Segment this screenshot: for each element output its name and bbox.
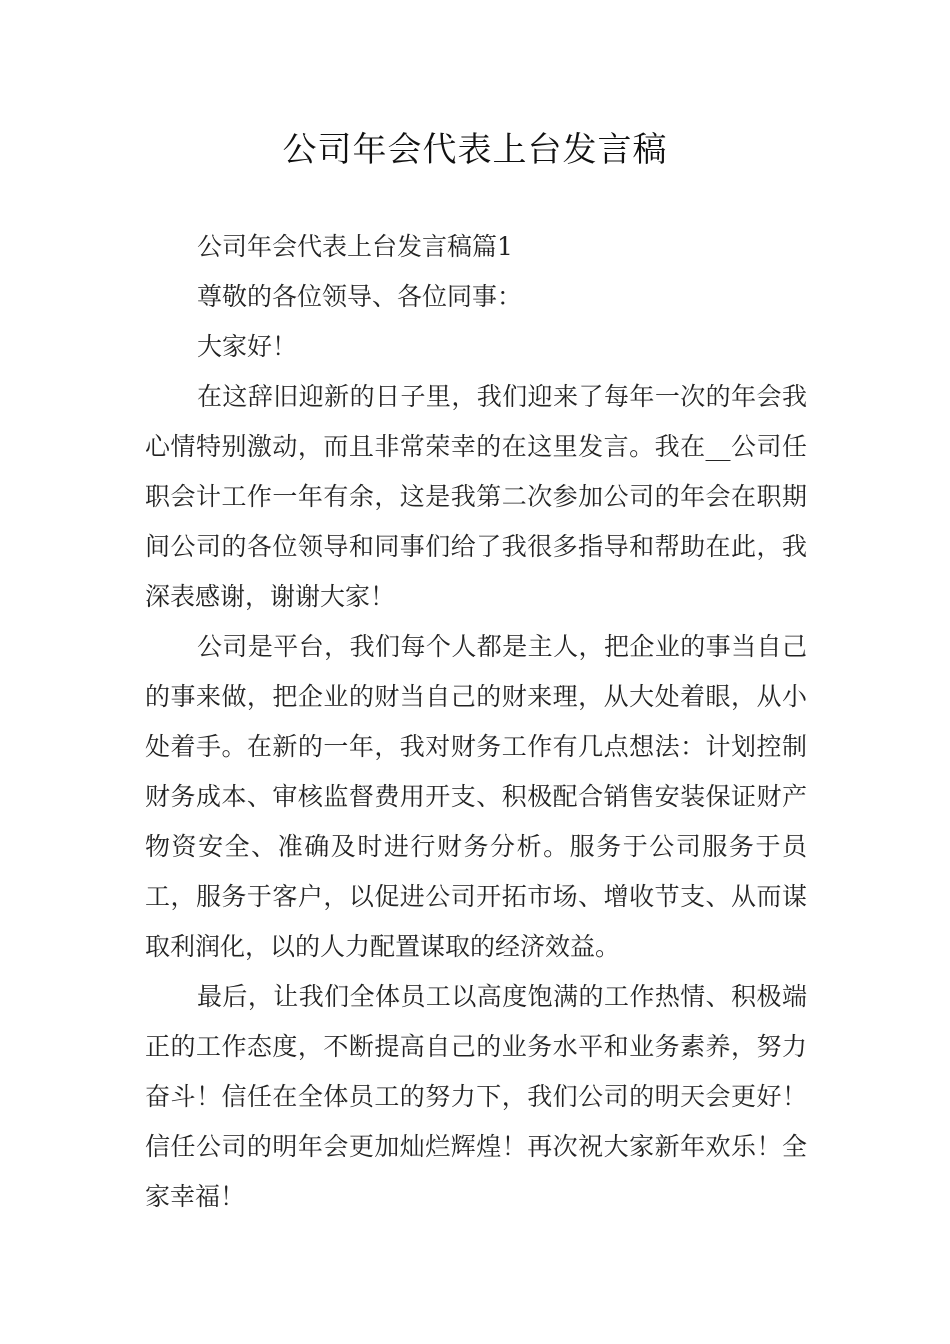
body-paragraph-3: 最后，让我们全体员工以高度饱满的工作热情、积极端正的工作态度，不断提高自己的业务水平和业务素养，努力奋斗！信任在全体员工的努力下，我们公司的明天会更好！信任公司的明年会更加灿烂辉煌！再次祝大家新年欢乐！全家幸福！ xyxy=(145,982,807,1211)
body-paragraph-2: 公司是平台，我们每个人都是主人，把企业的事当自己的事来做，把企业的财当自己的财来理，从大处着眼，从小处着手。在新的一年，我对财务工作有几点想法：计划控制财务成本、审核监督费用开支、积极配合销售安装保证财产物资安全、准确及时进行财务分析。服务于公司服务于员工，服务于客户，以促进公司开拓市场、增收节支、从而谋取利润化，以的人力配置谋取的经济效益。 xyxy=(145,632,807,961)
body-paragraph-1: 在这辞旧迎新的日子里，我们迎来了每年一次的年会我心情特别激动，而且非常荣幸的在这里发言。我在__公司任职会计工作一年有余，这是我第二次参加公司的年会在职期间公司的各位领导和同事们给了我很多指导和帮助在此，我深表感谢，谢谢大家！ xyxy=(145,382,807,611)
salutation-paragraph: 尊敬的各位领导、各位同事： xyxy=(197,282,523,311)
document-title: 公司年会代表上台发言稿 xyxy=(282,130,668,170)
greeting-paragraph: 大家好！ xyxy=(197,332,298,361)
section-heading: 公司年会代表上台发言稿篇1 xyxy=(197,232,513,261)
document-body xyxy=(145,222,807,1222)
